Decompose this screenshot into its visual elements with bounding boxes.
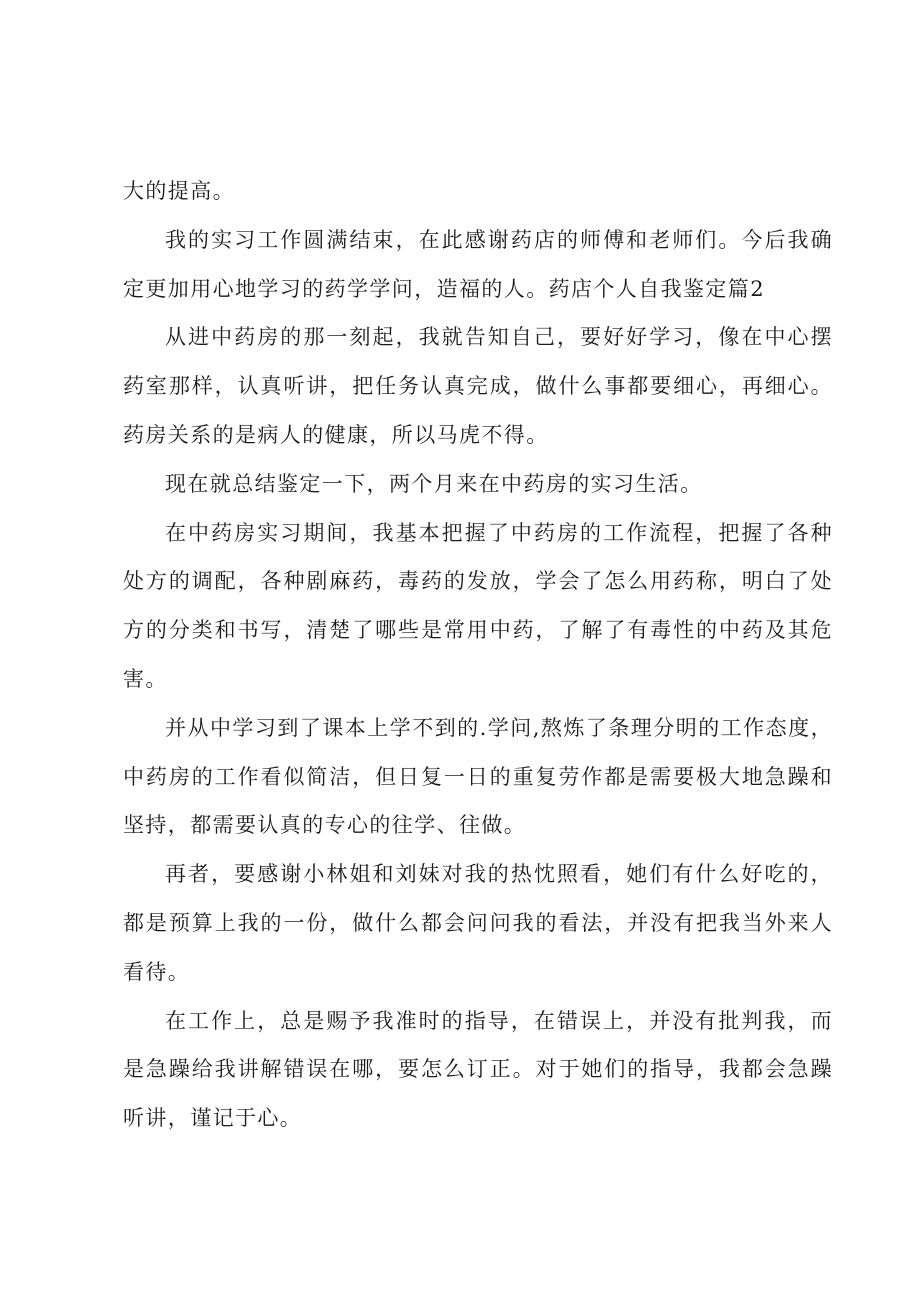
paragraph-attitude: 并从中学习到了课本上学不到的.学问,熬炼了条理分明的工作态度，中药房的工作看似简洁，但日复一日的重复劳作都是需要极大地急躁和坚持，都需要认真的专心的往学、往做。 (123, 715, 833, 838)
paragraph-continuation: 大的提高。 (123, 179, 235, 203)
paragraph-work-learned: 在中药房实习期间，我基本把握了中药房的工作流程，把握了各种处方的调配，各种剧麻药，毒药的发放，学会了怎么用药称，明白了处方的分类和书写，清楚了哪些是常用中药，了解了有毒性的中药及其危害。 (123, 520, 833, 691)
paragraph-thanks-colleagues: 再者，要感谢小林姐和刘妹对我的热忱照看，她们有什么好吃的，都是预算上我的一份，做什么都会问问我的看法，并没有把我当外来人看待。 (123, 862, 833, 984)
document-body (123, 167, 833, 1143)
paragraph-guidance: 在工作上，总是赐予我准时的指导，在错误上，并没有批判我，而是急躁给我讲解错误在哪，要怎么订正。对于她们的指导，我都会急躁听讲，谨记于心。 (123, 1008, 833, 1131)
paragraph-first-day: 从进中药房的那一刻起，我就告知自己，要好好学习，像在中心摆药室那样，认真听讲，把任务认真完成，做什么事都要细心，再细心。药房关系的是病人的健康，所以马虎不得。 (123, 325, 833, 447)
paragraph-internship-conclusion: 我的实习工作圆满结束，在此感谢药店的师傅和老师们。今后我确定更加用心地学习的药学学问，造福的人。药店个人自我鉴定篇2 (123, 227, 833, 301)
paragraph-summary-intro: 现在就总结鉴定一下，两个月来在中药房的实习生活。 (165, 471, 703, 496)
